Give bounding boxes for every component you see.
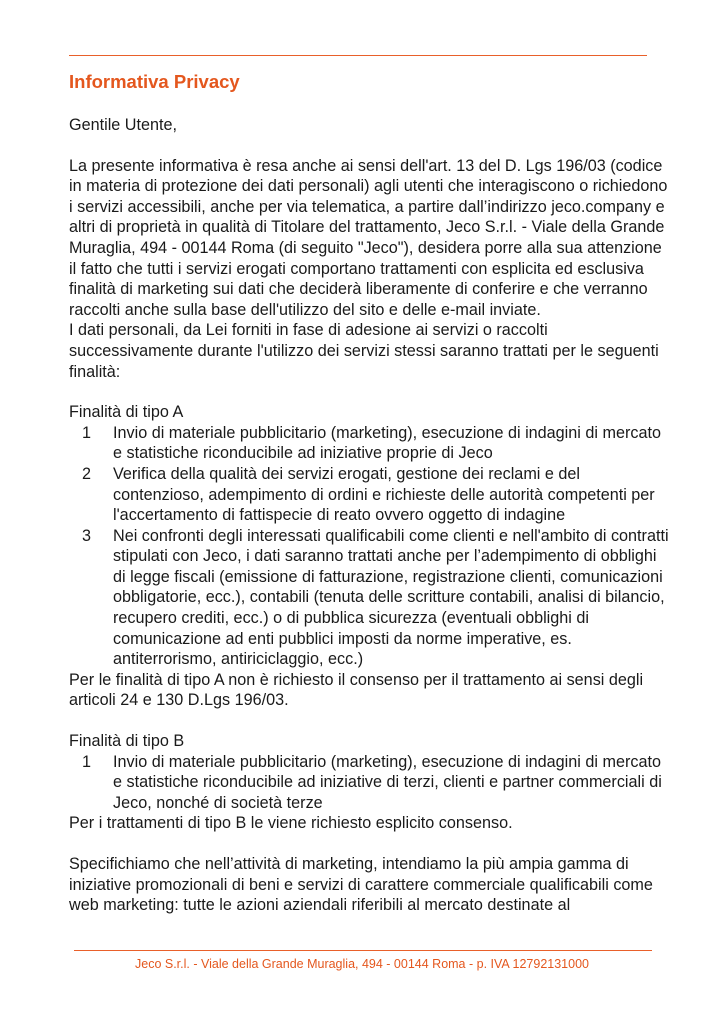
list-number: 3 <box>82 526 92 545</box>
page-title: Informativa Privacy <box>69 71 240 92</box>
intro-paragraph-2: I dati personali, da Lei forniti in fase di adesione ai servizi o raccolti successivamente durante l'utilizzo dei servizi stessi saranno trattati per le seguenti finalità: <box>69 321 659 381</box>
greeting: Gentile Utente, <box>69 116 177 134</box>
closing-paragraph: Specifichiamo che nell’attività di marketing, intendiamo la più ampia gamma di iniziative promozionali di beni e servizi di carattere commerciale qualificabili come web marketing: tutte le azioni aziendali riferibili al mercato destinate al <box>69 855 653 915</box>
list-item-text: Invio di materiale pubblicitario (marketing), esecuzione di indagini di mercato e statistiche riconducibile ad iniziative di terzi, clienti e partner commerciali di Jeco, nonché di società terze <box>113 752 662 812</box>
intro-paragraph: La presente informativa è resa anche ai sensi dell'art. 13 del D. Lgs 196/03 (codice in materia di protezione dei dati personali) agli utenti che interagiscono o richiedono i servizi accessibili, anche per via telematica, a partire dall’indirizzo jeco.company e altri di proprietà in qualità di Titolare del trattamento, Jeco S.r.l. - Viale della Grande Muraglia, 494 - 00144 Roma (di seguito "Jeco"), desidera porre alla sua attenzione il fatto che tutti i servizi erogati comportano trattamenti con esplicita ed esclusiva finalità di marketing sui dati che deciderà liberamente di conferire e che verranno raccolti anche sulla base dell'utilizzo del sito e delle e-mail inviate. <box>69 156 668 319</box>
list-item-text: Invio di materiale pubblicitario (marketing), esecuzione di indagini di mercato e statistiche riconducibile ad iniziative proprie di Jeco <box>113 423 661 463</box>
list-number: 1 <box>82 423 92 442</box>
list-item <box>69 526 669 670</box>
section-a-heading: Finalità di tipo A <box>69 403 184 422</box>
list-item-text: Verifica della qualità dei servizi erogati, gestione dei reclami e del contenzioso, adempimento di ordini e richieste delle autorità competenti per l'accertamento di fattispecie di reato ovvero oggetto di indagine <box>113 464 655 525</box>
list-number: 2 <box>82 464 92 483</box>
section-b-heading: Finalità di tipo B <box>69 732 185 751</box>
section-b-note: Per i trattamenti di tipo B le viene richiesto esplicito consenso. <box>69 814 513 833</box>
section-a-list <box>69 423 669 670</box>
section-a <box>69 402 669 711</box>
footer-company-info: Jeco S.r.l. - Viale della Grande Muraglia, 494 - 00144 Roma - p. IVA 12792131000 <box>135 957 589 971</box>
list-item <box>69 752 669 814</box>
list-item-text: Nei confronti degli interessati qualificabili come clienti e nell'ambito di contratti stipulati con Jeco, i dati saranno trattati anche per l’adempimento di obblighi di legge fiscali (emissione di fatturazione, registrazione clienti, comunicazioni obbligatorie, ecc.), contabili (tenuta delle scritture contabili, analisi di bilancio, recupero crediti, ecc.) o di pubblica sicurezza (eventuali obblighi di comunicazione ad enti pubblici imposti da norme imperative, es. antiterrorismo, antiriciclaggio, ecc.) <box>113 526 669 669</box>
footer-rule <box>74 950 652 951</box>
list-number: 1 <box>82 752 92 771</box>
section-b <box>69 731 669 834</box>
header-rule <box>69 55 647 56</box>
document-body <box>69 70 669 916</box>
list-item <box>69 423 669 464</box>
section-a-note: Per le finalità di tipo A non è richiesto il consenso per il trattamento ai sensi degli articoli 24 e 130 D.Lgs 196/03. <box>69 670 644 710</box>
section-b-list <box>69 752 669 814</box>
list-item <box>69 464 669 526</box>
